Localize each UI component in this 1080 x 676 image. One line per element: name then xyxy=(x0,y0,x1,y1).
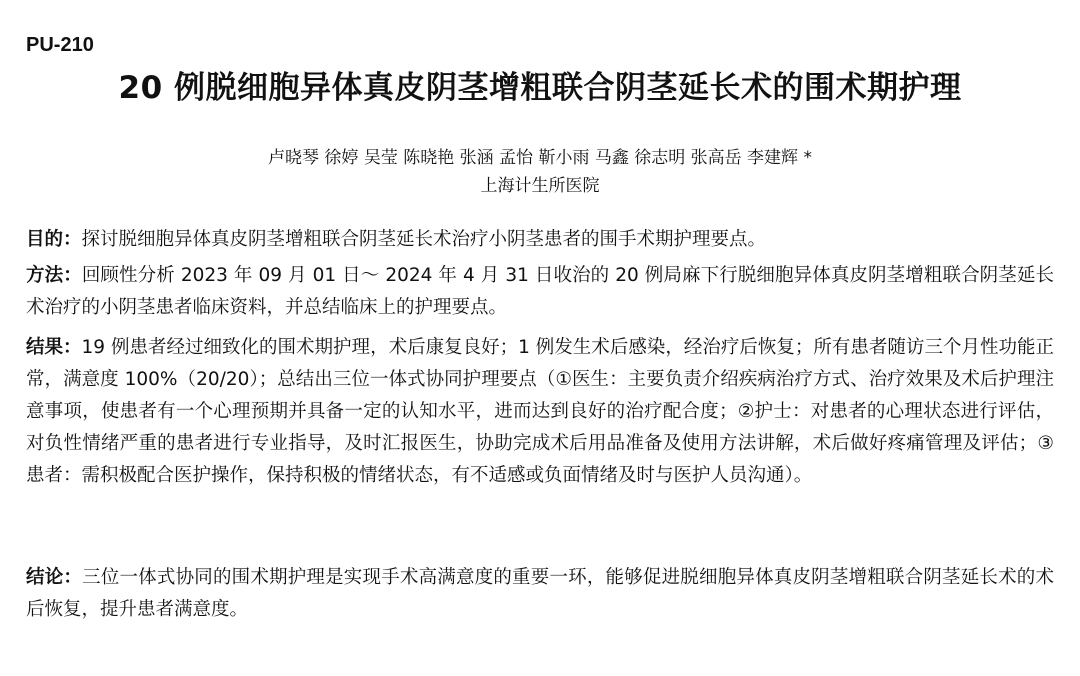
author-list: 卢晓琴 徐婷 吴莹 陈晓艳 张涵 孟怡 靳小雨 马鑫 徐志明 张高岳 李建辉 * xyxy=(268,148,812,168)
section-methods-label: 方法： xyxy=(26,265,82,286)
affiliation: 上海计生所医院 xyxy=(480,176,600,196)
section-methods-text: 回顾性分析 2023 年 09 月 01 日～ 2024 年 4 月 31 日收治的 20 例局麻下行脱细胞异体真皮阴茎增粗联合阴茎延长术治疗的小阴茎患者临床资料，并总结临床上的护理要点。 xyxy=(26,265,1054,318)
section-results xyxy=(26,332,1054,492)
section-results-text: 19 例患者经过细致化的围术期护理，术后康复良好；1 例发生术后感染，经治疗后恢复；所有患者随访三个月性功能正常，满意度 100%（20/20）；总结出三位一体式协同护理要点（①医生：主要负责介绍疾病治疗方式、治疗效果及术后护理注意事项，使患者有一个心理预期并具备一定的认知水平，进而达到良好的治疗配合度；②护士：对患者的心理状态进行评估，对负性情绪严重的患者进行专业指导，及时汇报医生，协助完成术后用品准备及使用方法讲解，术后做好疼痛管理及评估；③患者：需积极配合医护操作，保持积极的情绪状态，有不适感或负面情绪及时与医护人员沟通）。 xyxy=(26,337,1054,486)
section-objective-text: 探讨脱细胞异体真皮阴茎增粗联合阴茎延长术治疗小阴茎患者的围手术期护理要点。 xyxy=(81,229,767,250)
section-objective xyxy=(26,224,1054,256)
abstract-id: PU-210 xyxy=(26,34,94,56)
paper-title: 20 例脱细胞异体真皮阴茎增粗联合阴茎延长术的围术期护理 xyxy=(118,70,962,106)
section-results-label: 结果： xyxy=(26,337,82,358)
section-conclusion-label: 结论： xyxy=(26,567,83,588)
section-conclusion xyxy=(26,562,1054,626)
section-conclusion-text: 三位一体式协同的围术期护理是实现手术高满意度的重要一环，能够促进脱细胞异体真皮阴茎增粗联合阴茎延长术的术后恢复，提升患者满意度。 xyxy=(26,567,1054,620)
section-objective-label: 目的： xyxy=(26,229,82,250)
section-methods xyxy=(26,260,1054,324)
